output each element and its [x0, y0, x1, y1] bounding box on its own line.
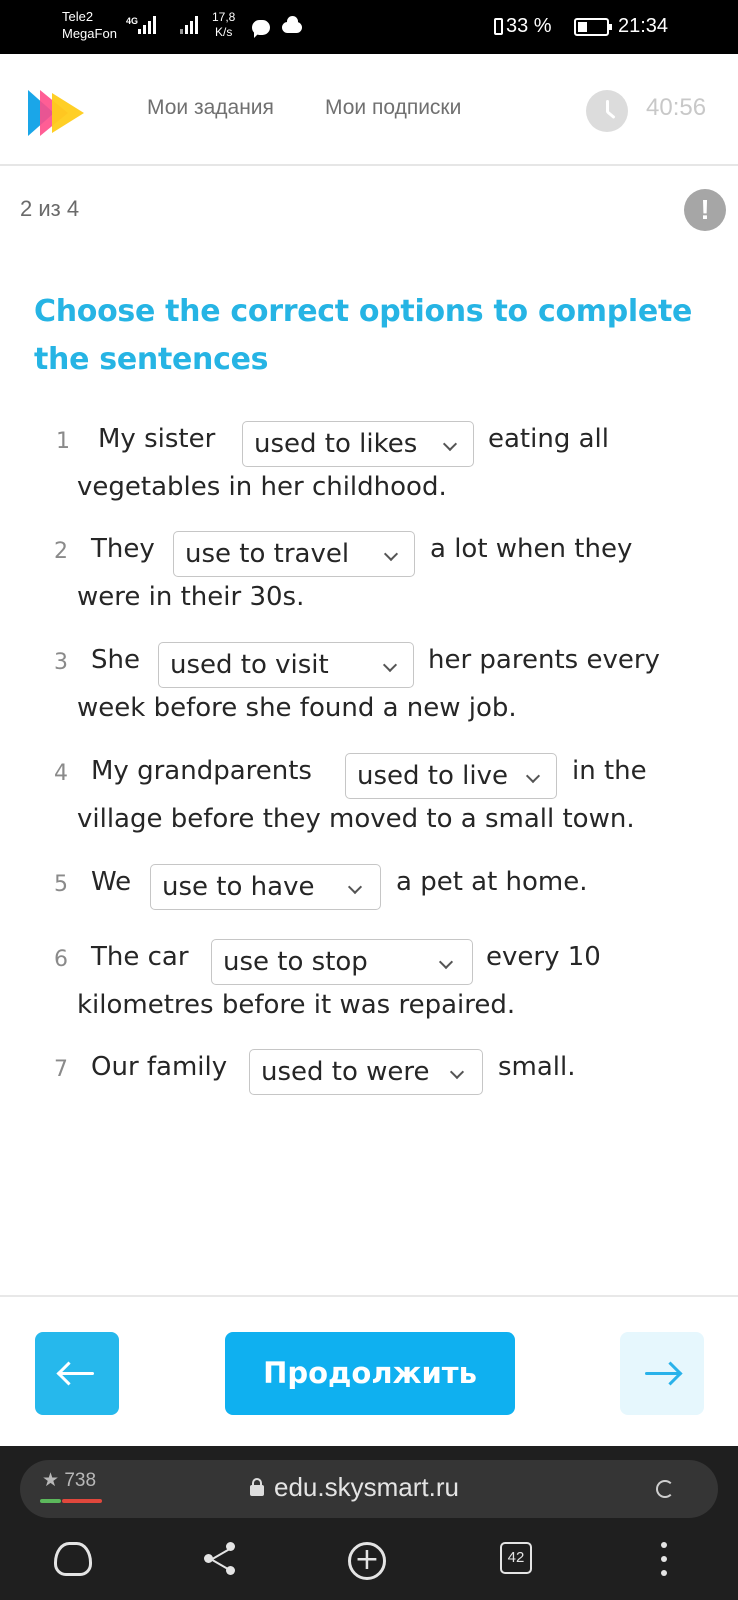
answer-select-4[interactable]: [345, 753, 557, 799]
sentence-number: 6: [54, 947, 68, 972]
sentence-number: 4: [54, 761, 68, 786]
chevron-down-icon: [450, 1065, 464, 1079]
report-issue-button[interactable]: !: [684, 189, 726, 231]
skysmart-logo[interactable]: [28, 90, 86, 136]
clock-icon: [586, 90, 628, 132]
carrier-megafon: MegaFon: [62, 26, 117, 41]
sentence-text-before: My grandparents: [91, 756, 312, 786]
sentence-text-after: her parents every: [428, 645, 660, 675]
sentence-text-line2: week before she found a new job.: [77, 693, 517, 723]
answer-select-1[interactable]: [242, 421, 474, 467]
status-time: 21:34: [618, 15, 669, 37]
arrow-right-icon: [645, 1372, 679, 1375]
answer-select-5[interactable]: [150, 864, 381, 910]
sentence-number: 7: [54, 1057, 68, 1082]
sentence-text-after: in the: [572, 756, 647, 786]
previous-button[interactable]: [35, 1332, 119, 1415]
answer-select-2[interactable]: [173, 531, 415, 577]
vibrate-icon: [494, 18, 503, 35]
sentence-3: [0, 639, 738, 739]
app-header: [0, 54, 738, 166]
chevron-down-icon: [526, 769, 540, 783]
home-icon[interactable]: [54, 1542, 92, 1576]
tabs-icon[interactable]: 42: [500, 1542, 532, 1574]
url-text: edu.skysmart.ru: [274, 1472, 459, 1502]
chevron-down-icon: [383, 658, 397, 672]
selected-option: used to visit: [170, 650, 329, 680]
task-title: Choose the correct options to complete the sentences: [34, 294, 693, 377]
chevron-down-icon: [348, 880, 362, 894]
sentence-text-after: eating all: [488, 424, 609, 454]
reload-icon[interactable]: [656, 1480, 674, 1498]
sentence-text-before: The car: [91, 942, 189, 972]
lock-icon: [250, 1485, 264, 1496]
sentence-6: [0, 936, 738, 1036]
nav-my-tasks[interactable]: Мои задания: [147, 96, 274, 119]
sentence-text-after: small.: [498, 1052, 576, 1082]
arrow-left-icon: [60, 1372, 94, 1375]
browser-toolbar: [0, 1446, 738, 1600]
selected-option: use to travel: [185, 539, 350, 569]
battery-percent: 33 %: [506, 15, 552, 37]
signal-icon: [180, 14, 204, 34]
sentence-text-line2: village before they moved to a small town.: [77, 804, 635, 834]
menu-icon[interactable]: [660, 1542, 668, 1576]
address-bar[interactable]: [20, 1460, 718, 1518]
sentence-2: [0, 528, 738, 628]
rating-bar: [62, 1499, 102, 1503]
sentence-number: 2: [54, 539, 68, 564]
cloud-icon: [282, 22, 302, 33]
site-rating[interactable]: ★ 738: [42, 1470, 97, 1491]
sentence-text-before: My sister: [98, 424, 216, 454]
network-speed: 17,8 K/s: [212, 10, 236, 39]
share-icon[interactable]: [204, 1542, 238, 1576]
sentence-1: [0, 418, 738, 518]
task-progress: 2 из 4: [20, 196, 80, 221]
answer-select-7[interactable]: [249, 1049, 483, 1095]
selected-option: used to likes: [254, 429, 418, 459]
footer-divider: [0, 1295, 738, 1297]
sentence-number: 5: [54, 872, 68, 897]
chevron-down-icon: [439, 955, 453, 969]
timer: 40:56: [646, 94, 707, 121]
sentence-text-before: They: [91, 534, 155, 564]
sentence-text-before: We: [91, 867, 132, 897]
add-tab-icon[interactable]: +: [348, 1542, 386, 1580]
sentence-text-line2: vegetables in her childhood.: [77, 472, 447, 502]
answer-select-6[interactable]: [211, 939, 473, 985]
sentence-7: [0, 1046, 738, 1146]
rating-bar: [40, 1499, 61, 1503]
sentence-number: 1: [56, 429, 70, 454]
sentence-text-after: a lot when they: [430, 534, 633, 564]
carrier-names: [62, 8, 117, 42]
carrier-tele2: Tele2: [62, 9, 94, 24]
sentence-number: 3: [54, 650, 68, 675]
chevron-down-icon: [443, 437, 457, 451]
selected-option: used to live: [357, 761, 508, 791]
chevron-down-icon: [384, 547, 398, 561]
continue-button[interactable]: Продолжить: [225, 1332, 515, 1415]
status-bar: [0, 0, 738, 54]
sentence-4: [0, 750, 738, 850]
answer-select-3[interactable]: [158, 642, 414, 688]
selected-option: use to stop: [223, 947, 368, 977]
sentence-text-after: a pet at home.: [396, 867, 588, 897]
signal-icon: [138, 14, 162, 34]
battery-icon: [574, 18, 609, 36]
sentence-text-before: Our family: [91, 1052, 228, 1082]
chat-bubble-icon: [252, 20, 270, 35]
sentence-text-line2: kilometres before it was repaired.: [77, 990, 516, 1020]
selected-option: use to have: [162, 872, 315, 902]
sentence-text-line2: were in their 30s.: [77, 582, 305, 612]
selected-option: used to were: [261, 1057, 430, 1087]
next-button[interactable]: [620, 1332, 704, 1415]
nav-my-subscriptions[interactable]: Мои подписки: [325, 96, 462, 119]
sentence-text-before: She: [91, 645, 140, 675]
network-type: 4G: [126, 16, 139, 26]
sentence-text-after: every 10: [486, 942, 601, 972]
